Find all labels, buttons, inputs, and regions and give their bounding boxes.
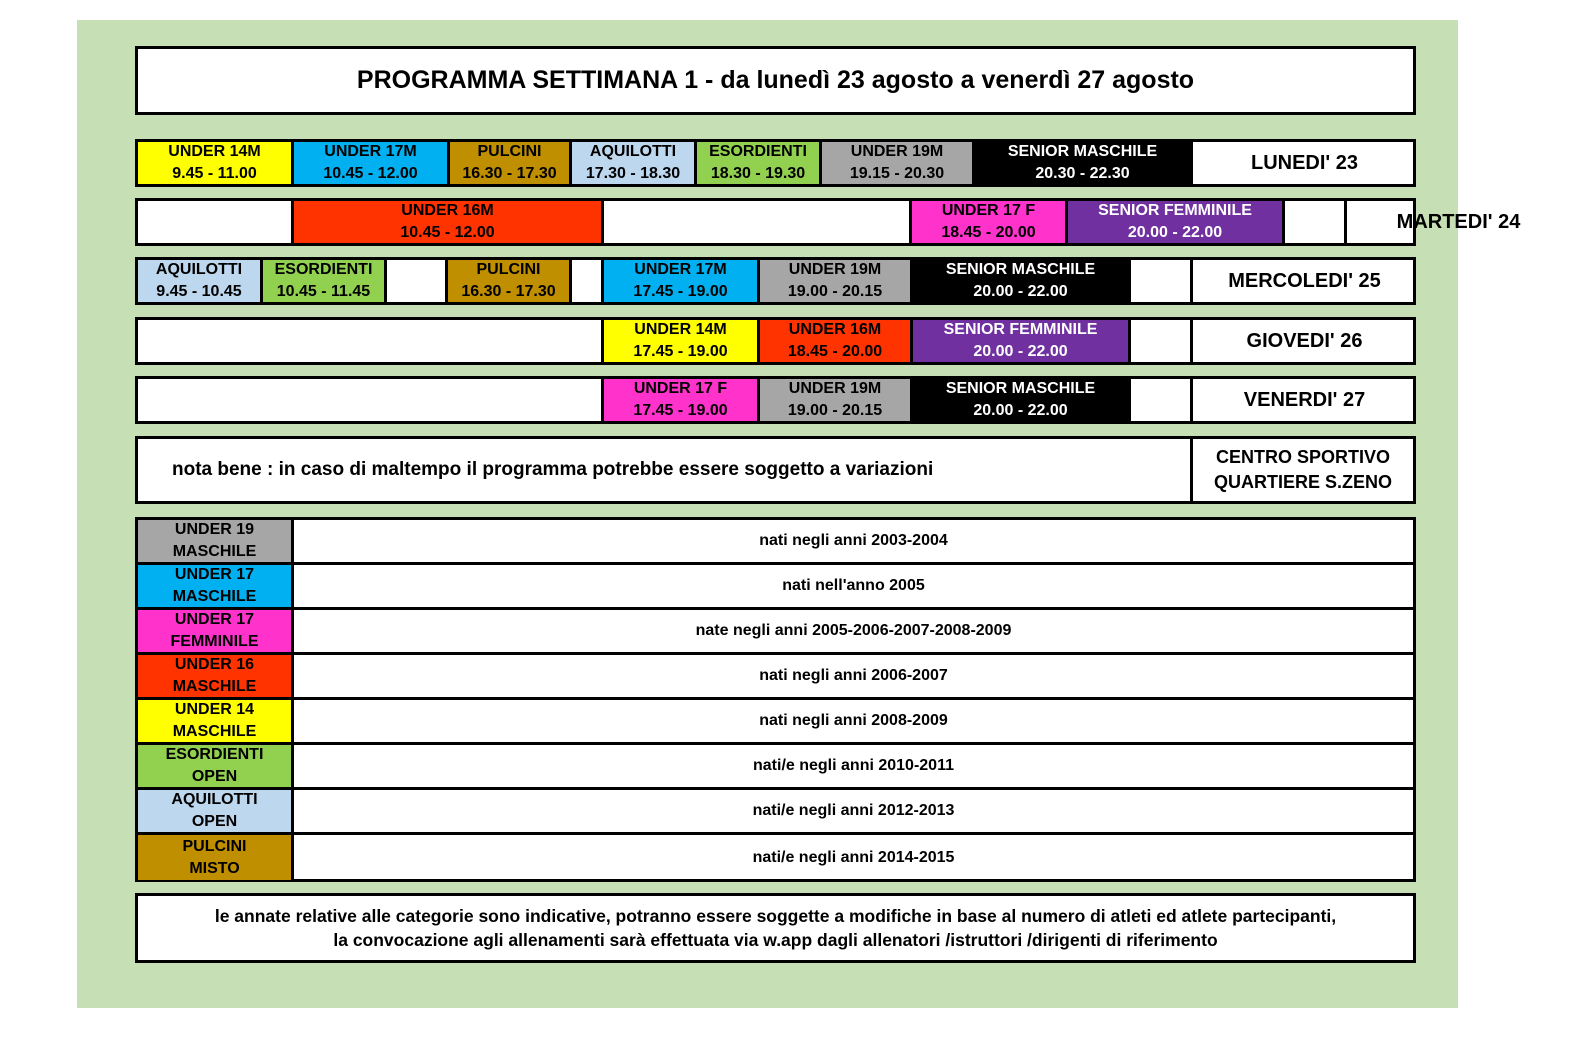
category-row bbox=[138, 790, 1413, 835]
day-label: MERCOLEDI' 25 bbox=[1228, 270, 1381, 292]
slot-team: UNDER 17M bbox=[634, 261, 727, 278]
slot-time: 20.00 - 22.00 bbox=[973, 402, 1068, 419]
slot-team: PULCINI bbox=[476, 261, 541, 278]
page-title-text: PROGRAMMA SETTIMANA 1 - da lunedì 23 agosto a venerdì 27 agosto bbox=[356, 66, 1195, 94]
slot-time: 17.45 - 19.00 bbox=[633, 402, 728, 419]
slot-team: UNDER 17 F bbox=[633, 380, 728, 397]
location-line2: QUARTIERE S.ZENO bbox=[1213, 472, 1392, 492]
slot-time: 20.00 - 22.00 bbox=[973, 283, 1068, 300]
category-years: nati negli anni 2006-2007 bbox=[759, 667, 948, 684]
slot-time: 20.30 - 22.30 bbox=[1035, 165, 1130, 182]
slot-team: UNDER 17 F bbox=[941, 202, 1036, 219]
category-row bbox=[138, 655, 1413, 700]
slot-time: 16.30 - 17.30 bbox=[461, 283, 556, 300]
schedule-slot bbox=[913, 260, 1131, 302]
day-label: VENERDI' 27 bbox=[1243, 389, 1366, 411]
empty-slot bbox=[138, 201, 294, 243]
slot-time: 19.00 - 20.15 bbox=[787, 402, 883, 419]
empty-slot bbox=[572, 260, 604, 302]
page-title bbox=[135, 46, 1416, 115]
slot-team: UNDER 14M bbox=[168, 143, 261, 160]
slot-time: 20.00 - 22.00 bbox=[1127, 224, 1223, 241]
slot-time: 18.30 - 19.30 bbox=[710, 165, 806, 182]
category-years: nati negli anni 2003-2004 bbox=[759, 532, 948, 549]
category-name-line2: MASCHILE bbox=[172, 543, 257, 560]
category-name-line1: UNDER 14 bbox=[174, 701, 255, 718]
schedule-slot bbox=[448, 260, 572, 302]
category-row bbox=[138, 520, 1413, 565]
schedule-slot bbox=[913, 320, 1131, 362]
empty-slot bbox=[1131, 379, 1193, 421]
schedule-slot bbox=[697, 142, 822, 184]
category-years: nati negli anni 2008-2009 bbox=[759, 712, 948, 729]
schedule-slot bbox=[975, 142, 1193, 184]
slot-time: 19.00 - 20.15 bbox=[787, 283, 883, 300]
slot-team: AQUILOTTI bbox=[589, 143, 677, 160]
schedule-slot bbox=[760, 379, 913, 421]
category-name bbox=[138, 700, 294, 742]
category-name-line2: MASCHILE bbox=[172, 588, 257, 605]
category-name-line1: AQUILOTTI bbox=[171, 791, 258, 808]
category-name bbox=[138, 565, 294, 607]
category-name bbox=[138, 835, 294, 880]
category-name-line1: ESORDIENTI bbox=[165, 746, 264, 763]
schedule-row bbox=[135, 376, 1416, 424]
slot-time: 17.45 - 19.00 bbox=[633, 283, 728, 300]
footer-line1: le annate relative alle categorie sono indicative, potranno essere soggette a modifiche in base al numero di atleti ed atlete partecipanti, bbox=[214, 906, 1337, 926]
day-label: MARTEDI' 24 bbox=[1396, 211, 1521, 233]
schedule-slot bbox=[263, 260, 387, 302]
category-years: nate negli anni 2005-2006-2007-2008-2009 bbox=[695, 622, 1012, 639]
slot-time: 19.15 - 20.30 bbox=[849, 165, 945, 182]
category-row bbox=[138, 565, 1413, 610]
category-name-line1: UNDER 16 bbox=[174, 656, 255, 673]
schedule-slot bbox=[913, 379, 1131, 421]
note-box bbox=[135, 436, 1416, 504]
slot-team: SENIOR MASCHILE bbox=[1007, 143, 1158, 160]
slot-time: 17.30 - 18.30 bbox=[585, 165, 681, 182]
category-name-line1: UNDER 17 bbox=[174, 566, 255, 583]
location-cell bbox=[1190, 439, 1413, 501]
slot-team: PULCINI bbox=[477, 143, 542, 160]
category-name-line2: MASCHILE bbox=[172, 678, 257, 695]
slot-team: UNDER 16M bbox=[401, 202, 494, 219]
slot-team: UNDER 14M bbox=[634, 321, 727, 338]
empty-slot bbox=[1285, 201, 1347, 243]
slot-time: 9.45 - 10.45 bbox=[156, 283, 242, 300]
categories-table bbox=[135, 517, 1416, 882]
schedule-slot bbox=[760, 260, 913, 302]
note-text: nota bene : in caso di maltempo il programma potrebbe essere soggetto a variazioni bbox=[172, 459, 934, 480]
schedule-slot bbox=[604, 320, 760, 362]
slot-time: 10.45 - 12.00 bbox=[400, 224, 495, 241]
footer-line2: la convocazione agli allenamenti sarà effettuata via w.app dagli allenatori /istruttori /dirigenti di riferimento bbox=[333, 930, 1218, 950]
schedule-slot bbox=[604, 260, 760, 302]
schedule-row bbox=[135, 139, 1416, 187]
slot-team: SENIOR FEMMINILE bbox=[943, 321, 1098, 338]
slot-team: SENIOR MASCHILE bbox=[945, 380, 1096, 397]
slot-team: SENIOR FEMMINILE bbox=[1098, 202, 1252, 219]
schedule-slot bbox=[450, 142, 572, 184]
category-years: nati nell'anno 2005 bbox=[782, 577, 925, 594]
empty-slot bbox=[138, 379, 604, 421]
category-years: nati/e negli anni 2014-2015 bbox=[752, 848, 955, 866]
category-name-line2: OPEN bbox=[191, 813, 238, 830]
day-label: LUNEDI' 23 bbox=[1250, 152, 1358, 174]
slot-time: 20.00 - 22.00 bbox=[973, 343, 1068, 360]
schedule-slot bbox=[572, 142, 697, 184]
schedule-slot bbox=[760, 320, 913, 362]
slot-team: UNDER 16M bbox=[788, 321, 882, 338]
category-name bbox=[138, 520, 294, 562]
schedule-slot bbox=[822, 142, 975, 184]
schedule-slot bbox=[138, 142, 294, 184]
schedule-row bbox=[135, 317, 1416, 365]
empty-slot bbox=[604, 201, 912, 243]
slot-time: 18.45 - 20.00 bbox=[941, 224, 1036, 241]
category-name-line2: MISTO bbox=[189, 859, 240, 877]
category-row bbox=[138, 700, 1413, 745]
schedule-slot bbox=[294, 201, 604, 243]
category-name bbox=[138, 655, 294, 697]
category-row bbox=[138, 610, 1413, 655]
schedule-slot bbox=[912, 201, 1068, 243]
schedule-slot bbox=[294, 142, 450, 184]
schedule-row bbox=[135, 257, 1416, 305]
category-name bbox=[138, 610, 294, 652]
category-row bbox=[138, 745, 1413, 790]
schedule-row bbox=[135, 198, 1521, 246]
footer-note bbox=[135, 893, 1416, 963]
category-name-line2: OPEN bbox=[191, 768, 238, 785]
location-line1: CENTRO SPORTIVO bbox=[1215, 447, 1390, 467]
category-name bbox=[138, 790, 294, 832]
slot-team: UNDER 17M bbox=[324, 143, 417, 160]
empty-slot bbox=[1131, 320, 1193, 362]
slot-time: 10.45 - 11.45 bbox=[276, 283, 371, 300]
slot-time: 9.45 - 11.00 bbox=[172, 165, 257, 182]
slot-team: ESORDIENTI bbox=[274, 261, 373, 278]
category-name-line2: FEMMINILE bbox=[170, 633, 259, 650]
slot-time: 18.45 - 20.00 bbox=[787, 343, 883, 360]
slot-team: UNDER 19M bbox=[788, 380, 882, 397]
slot-team: UNDER 19M bbox=[850, 143, 944, 160]
slot-team: UNDER 19M bbox=[788, 261, 882, 278]
empty-slot bbox=[138, 320, 604, 362]
slot-time: 10.45 - 12.00 bbox=[323, 165, 418, 182]
category-name-line1: UNDER 19 bbox=[174, 521, 255, 538]
day-label: GIOVEDI' 26 bbox=[1246, 330, 1363, 352]
slot-time: 16.30 - 17.30 bbox=[462, 165, 557, 182]
category-years: nati/e negli anni 2010-2011 bbox=[753, 757, 954, 774]
slot-time: 17.45 - 19.00 bbox=[633, 343, 728, 360]
category-years: nati/e negli anni 2012-2013 bbox=[752, 802, 955, 819]
schedule-slot bbox=[1068, 201, 1285, 243]
slot-team: ESORDIENTI bbox=[709, 143, 807, 160]
category-name-line1: PULCINI bbox=[182, 837, 247, 855]
slot-team: AQUILOTTI bbox=[155, 261, 243, 278]
schedule-slot bbox=[604, 379, 760, 421]
schedule-slot bbox=[138, 260, 263, 302]
empty-slot bbox=[1131, 260, 1193, 302]
category-name bbox=[138, 745, 294, 787]
category-name-line2: MASCHILE bbox=[172, 723, 257, 740]
slot-team: SENIOR MASCHILE bbox=[945, 261, 1096, 278]
category-row bbox=[138, 835, 1413, 880]
category-name-line1: UNDER 17 bbox=[174, 611, 255, 628]
empty-slot bbox=[387, 260, 448, 302]
